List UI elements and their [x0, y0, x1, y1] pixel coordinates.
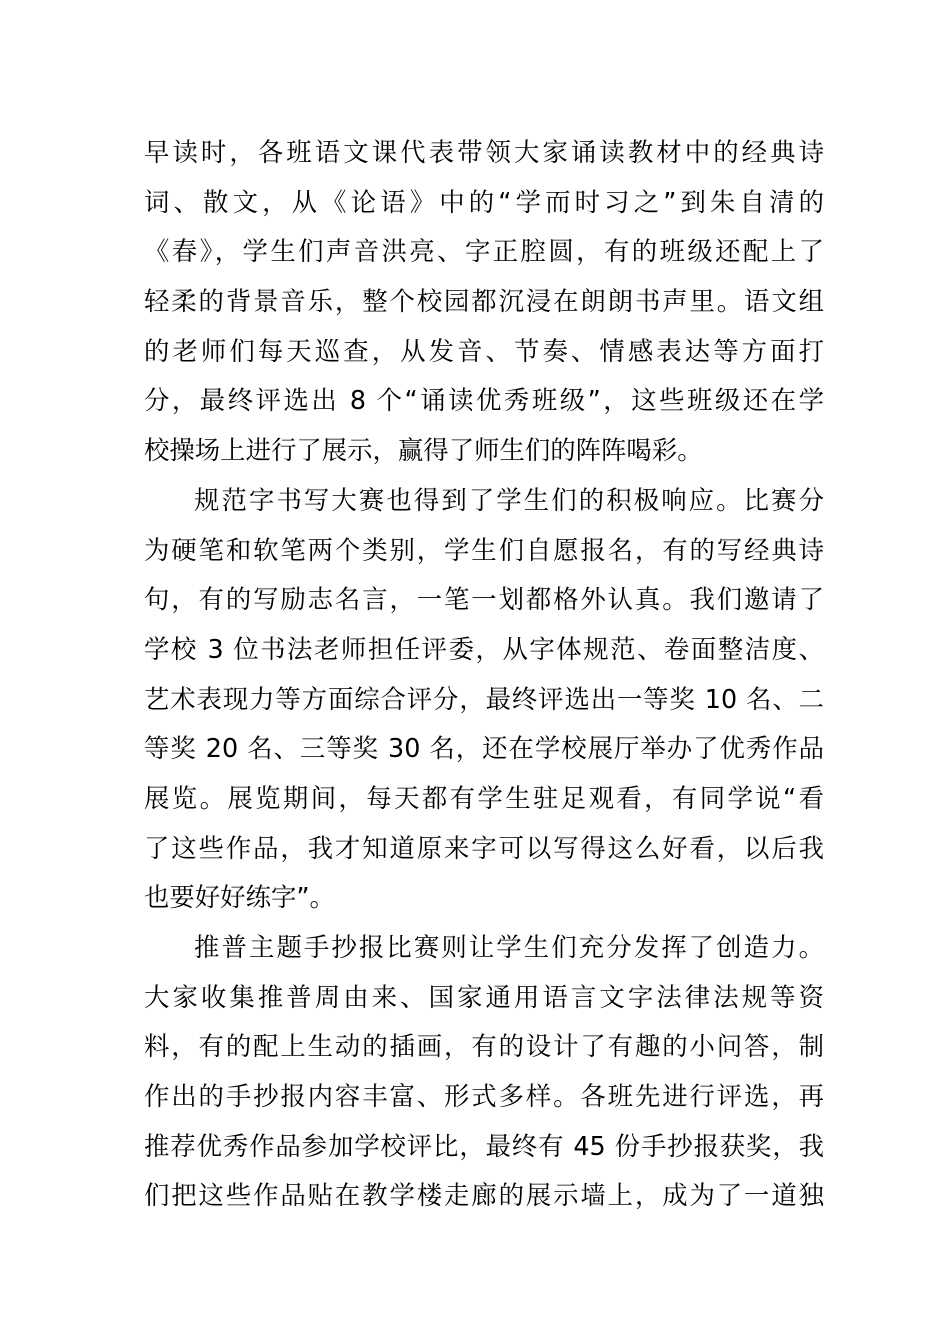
paragraph-2-line-9: 也要好好练字”。: [144, 882, 335, 913]
paragraph-3-line-1: 推普主题手抄报比赛则让学生们充分发挥了创造力。: [194, 932, 824, 962]
paragraph-1-line-6: 分，最终评选出 8 个“诵读优秀班级”，这些班级还在学: [144, 385, 824, 416]
paragraph-1-line-3: 《春》，学生们声音洪亮、字正腔圆，有的班级还配上了: [144, 236, 824, 267]
paragraph-3-line-4: 作出的手抄报内容丰富、形式多样。各班先进行评选，再: [144, 1081, 824, 1112]
document-body: [144, 128, 824, 1221]
paragraph-2-line-6: 等奖 20 名、三等奖 30 名，还在学校展厅举办了优秀作品: [144, 733, 824, 764]
paragraph-2-line-1: 规范字书写大赛也得到了学生们的积极响应。比赛分: [194, 484, 824, 515]
paragraph-2-line-5: 艺术表现力等方面综合评分，最终评选出一等奖 10 名、二: [144, 683, 824, 714]
paragraph-2-line-2: 为硬笔和软笔两个类别，学生们自愿报名，有的写经典诗: [144, 534, 824, 565]
paragraph-3-line-5: 推荐优秀作品参加学校评比，最终有 45 份手抄报获奖，我: [144, 1130, 824, 1161]
paragraph-2-line-3: 句，有的写励志名言，一笔一划都格外认真。我们邀请了: [144, 584, 824, 615]
paragraph-3-line-6: 们把这些作品贴在教学楼走廊的展示墙上，成为了一道独: [144, 1180, 824, 1211]
paragraph-1-line-2: 词、散文，从《论语》中的“学而时习之”到朱自清的: [144, 186, 824, 217]
paragraph-3-line-3: 料，有的配上生动的插画，有的设计了有趣的小问答，制: [144, 1031, 824, 1062]
paragraph-1-line-5: 的老师们每天巡查，从发音、节奏、情感表达等方面打: [144, 335, 824, 366]
paragraph-2-line-4: 学校 3 位书法老师担任评委，从字体规范、卷面整洁度、: [144, 633, 824, 664]
paragraph-2-line-7: 展览。展览期间，每天都有学生驻足观看，有同学说“看: [144, 782, 824, 813]
paragraph-1-line-4: 轻柔的背景音乐，整个校园都沉浸在朗朗书声里。语文组: [144, 286, 824, 317]
paragraph-3-line-2: 大家收集推普周由来、国家通用语言文字法律法规等资: [144, 981, 824, 1012]
paragraph-1-line-1: 早读时，各班语文课代表带领大家诵读教材中的经典诗: [144, 137, 824, 167]
paragraph-2-line-8: 了这些作品，我才知道原来字可以写得这么好看，以后我: [144, 832, 824, 863]
paragraph-1-line-7: 校操场上进行了展示，赢得了师生们的阵阵喝彩。: [144, 435, 703, 466]
